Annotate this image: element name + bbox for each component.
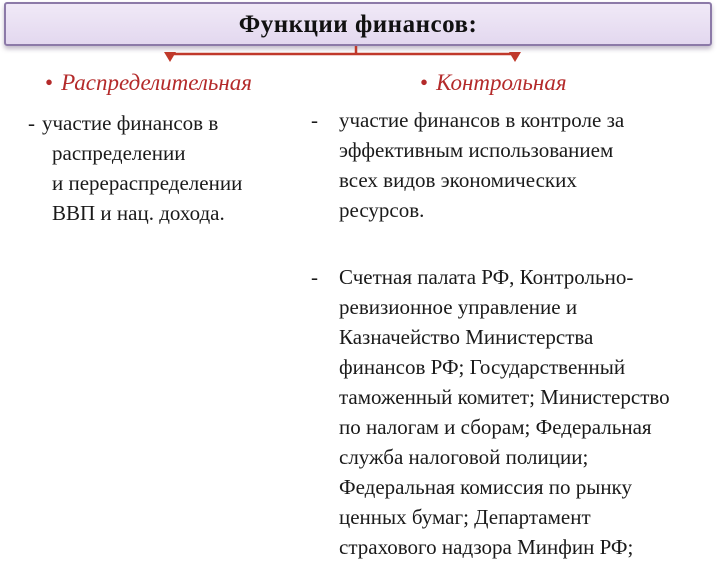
text-line: по налогам и сборам; Федеральная bbox=[339, 415, 652, 439]
dash-marker: - bbox=[311, 108, 318, 132]
dash-marker: - bbox=[311, 265, 318, 289]
text-line: таможенный комитет; Министерство bbox=[339, 385, 670, 409]
page-title: Функции финансов: bbox=[238, 11, 478, 38]
text-line: Счетная палата РФ, Контрольно- bbox=[339, 265, 634, 289]
bullet-icon: • bbox=[420, 70, 429, 95]
arrow-right-icon bbox=[509, 52, 521, 62]
text-line: служба налоговой полиции; bbox=[339, 445, 589, 469]
heading-distributive bbox=[45, 70, 252, 96]
bullet-icon: • bbox=[45, 70, 54, 95]
dash-marker: - bbox=[28, 111, 35, 135]
text-line: страхового надзора Минфин РФ; bbox=[339, 535, 634, 559]
right-item-2 bbox=[311, 262, 716, 562]
heading-control bbox=[420, 70, 567, 96]
text-line: эффективным использованием bbox=[339, 138, 614, 162]
connector-bracket bbox=[0, 0, 720, 70]
heading-distributive-label: Распределительная bbox=[61, 70, 253, 95]
text-line: Казначейство Министерства bbox=[339, 325, 594, 349]
left-description bbox=[28, 108, 318, 228]
text-line: и перераспределении bbox=[52, 171, 243, 195]
text-line: распределении bbox=[52, 141, 186, 165]
text-line: Федеральная комиссия по рынку bbox=[339, 475, 632, 499]
heading-control-label: Контрольная bbox=[436, 70, 567, 95]
text-line: ВВП и нац. дохода. bbox=[52, 201, 225, 225]
text-line: ресурсов. bbox=[339, 198, 425, 222]
text-line: участие финансов в контроле за bbox=[339, 108, 625, 132]
text-line: всех видов экономических bbox=[339, 168, 577, 192]
text-line: финансов РФ; Государственный bbox=[339, 355, 626, 379]
right-item-1 bbox=[311, 105, 716, 225]
text-line: ревизионное управление и bbox=[339, 295, 578, 319]
text-line: ценных бумаг; Департамент bbox=[339, 505, 591, 529]
arrow-left-icon bbox=[164, 52, 176, 62]
text-line: участие финансов в bbox=[42, 111, 219, 135]
